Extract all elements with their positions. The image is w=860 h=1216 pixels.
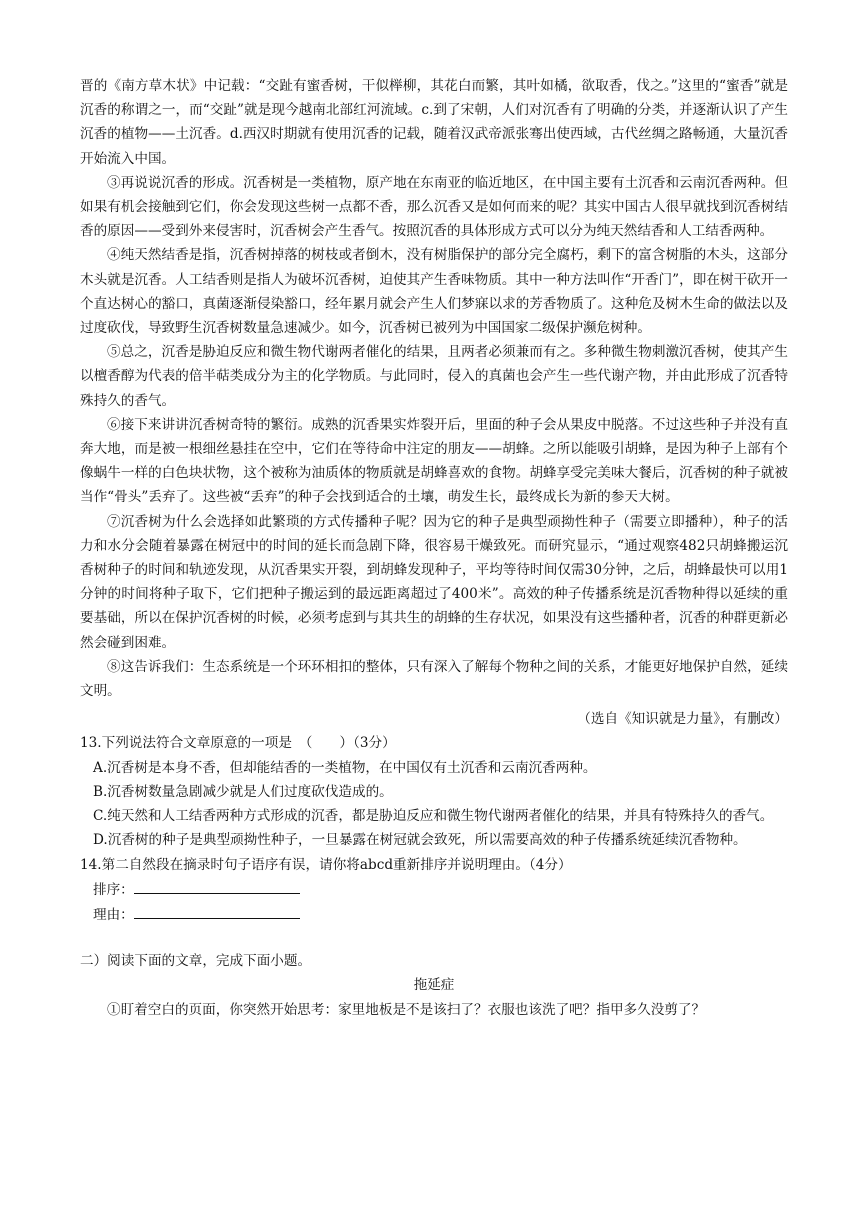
section-2-intro: 二）阅读下面的文章，完成下面小题。 [80,953,312,970]
order-label: 排序： [93,881,134,898]
source-citation: （选自《知识就是力量》，有删改） [577,711,788,728]
paragraph-2-continued: 晋的《南方草木状》中记载：“交趾有蜜香树，干似榉柳，其花白而繁，其叶如橘，欲取香，伐之。”这里的“蜜香”就是沉香的称谓之一，而“交趾”就是现今越南北部红河流域。c.到了宋朝，人们对沉香有了明确的分类，并逐渐认识了产生沉香的植物——土沉香。d.西汉时期就有使用沉香的记载，随着汉武帝派张骞出使西域，古代丝绸之路畅通，大量沉香开始流入中国。 [80,78,788,167]
reason-answer-line [80,902,788,927]
question-13-option-a: A.沉香树是本身不香，但却能结香的一类植物，在中国仅有土沉香和云南沉香两种。 [93,759,597,776]
article-2-paragraph-1: ①盯着空白的页面，你突然开始思考：家里地板是不是该扫了？衣服也该洗了吧？指甲多久没剪了？ [107,1001,706,1018]
paragraph-5: ⑤总之，沉香是胁迫反应和微生物代谢两者催化的结果，且两者必须兼而有之。多种微生物刺激沉香树，使其产生以檀香醇为代表的倍半萜类成分为主的化学物质。与此同时，侵入的真菌也会产生一些代谢产物，并由此形成了沉香特殊持久的香气。 [80,344,788,409]
paragraph-8: ⑧这告诉我们：生态系统是一个环环相扣的整体，只有深入了解每个物种之间的关系，才能更好地保护自然，延续文明。 [80,658,788,700]
question-14-stem: 14.第二自然段在摘录时句子语序有误，请你将abcd重新排序并说明理由。（4分） [80,856,572,873]
paragraph-7: ⑦沉香树为什么会选择如此繁琐的方式传播种子呢？因为它的种子是典型顽拗性种子（需要立即播种），种子的活力和水分会随着暴露在树冠中的时间的延长而急剧下降，很容易干燥致死。而研究显示，“通过观察482只胡蜂搬运沉香树种子的时间和轨迹发现，从沉香果实开裂，到胡蜂发现种子，平均等待时间仅需30分钟，之后，胡蜂最快可以用1分钟的时间将种子取下，它们把种子搬运到的最远距离超过了400米”。高效的种子传播系统是沉香物种得以延续的重要基础，所以在保护沉香树的时候，必须考虑到与其共生的胡蜂的生存状况，如果没有这些播种者，沉香的种群更新必然会碰到困难。 [80,513,788,651]
paragraph-4: ④纯天然结香是指，沉香树掉落的树枝或者倒木，没有树脂保护的部分完全腐朽，剩下的富含树脂的木头，这部分木头就是沉香。人工结香则是指人为破坏沉香树，迫使其产生香味物质。其中一种方法叫作“开香门”，即在树干砍开一个直达树心的豁口，真菌逐渐侵染豁口，经年累月就会产生人们梦寐以求的芳香物质了。这种危及树木生命的做法以及过度砍伐，导致野生沉香树数量急速减少。如今，沉香树已被列为中国国家二级保护濒危树种。 [80,247,788,337]
paragraph-3: ③再说说沉香的形成。沉香树是一类植物，原产地在东南亚的临近地区，在中国主要有土沉香和云南沉香两种。但如果有机会接触到它们，你会发现这些树一点都不香，那么沉香又是如何而来的呢？其实中国古人很早就找到沉香树结香的原因——受到外来侵害时，沉香树会产生香气。按照沉香的具体形成方式可以分为纯天然结香和人工结香两种。 [80,174,788,240]
question-13-option-c: C.纯天然和人工结香两种方式形成的沉香，都是胁迫反应和微生物代谢两者催化的结果，并具有特殊持久的香气。 [93,808,774,825]
document-page [80,74,788,1022]
question-13-option-d: D.沉香树的种子是典型顽拗性种子，一旦暴露在树冠就会致死，所以需要高效的种子传播系统延续沉香物种。 [93,832,747,849]
article-2-title: 拖延症 [413,977,455,994]
reason-answer-blank[interactable] [134,902,300,919]
order-answer-line [80,877,788,902]
order-answer-blank[interactable] [134,877,300,894]
reason-label: 理由： [93,906,134,923]
paragraph-6: ⑥接下来讲讲沉香树奇特的繁衍。成熟的沉香果实炸裂开后，里面的种子会从果皮中脱落。不过这些种子并没有直奔大地，而是被一根细丝悬挂在空中，它们在等待命中注定的朋友——胡蜂。之所以能吸引胡蜂，是因为种子上部有个像蜗牛一样的白色块状物，这个被称为油质体的物质就是胡蜂喜欢的食物。胡蜂享受完美味大餐后，沉香树的种子就被当作“骨头”丢弃了。这些被“丢弃”的种子会找到适合的土壤，萌发生长，最终成长为新的参天大树。 [80,416,788,506]
question-13-option-b: B.沉香树数量急剧减少就是人们过度砍伐造成的。 [93,783,393,800]
question-13-stem: 13.下列说法符合文章原意的一项是 （ ）（3分） [80,735,396,752]
